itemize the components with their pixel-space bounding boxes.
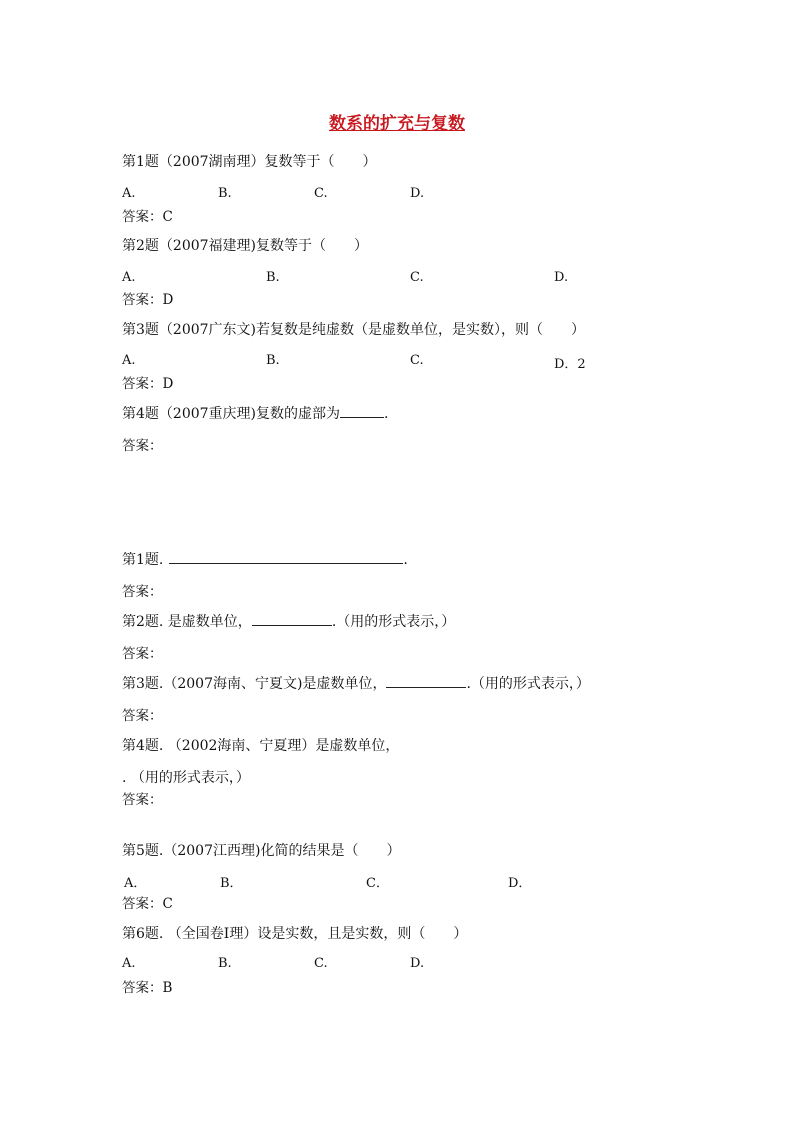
option-c: C． xyxy=(366,876,389,891)
option-c: C. xyxy=(410,353,424,368)
option-b: B. xyxy=(218,186,232,201)
answer: 答案： xyxy=(122,646,163,662)
option-c: C. xyxy=(314,956,328,971)
question-text-end: .（用的形式表示，） xyxy=(331,614,456,630)
answer: 答案：C xyxy=(122,896,173,912)
question-6: 第6题. （全国卷I理）设是实数，且是实数，则（ ） xyxy=(122,926,468,942)
option-a: A. xyxy=(122,956,136,971)
question-text: 第3题.（2007海南、宁夏文)是虚数单位， xyxy=(122,676,387,692)
answer: 答案： xyxy=(122,438,163,454)
question-text: 第1题. xyxy=(122,552,164,568)
question-1: 第1题（2007湖南理）复数等于（ ） xyxy=(122,154,377,170)
question-4: 第4题. （2002海南、宁夏理）是虚数单位， xyxy=(122,738,400,754)
option-a: A． xyxy=(124,876,147,891)
question-5: 第5题.（2007江西理)化简的结果是（ ） xyxy=(122,843,401,859)
answer: 答案：D xyxy=(122,376,174,392)
question-text-end: . xyxy=(403,552,408,568)
option-b: B. xyxy=(218,956,232,971)
option-d: D． xyxy=(508,876,532,891)
answer: 答案：B xyxy=(122,980,173,996)
question-text: 第2题. 是虚数单位， xyxy=(122,614,252,630)
option-b: B． xyxy=(220,876,243,891)
question-2: 第2题（2007福建理)复数等于（ ） xyxy=(122,238,368,254)
answer-blank xyxy=(386,673,466,688)
question-text-end: .（用的形式表示，） xyxy=(466,676,590,692)
option-d: D. xyxy=(410,186,425,201)
question-text-end: . xyxy=(384,406,389,422)
question-4-line2: . （用的形式表示，） xyxy=(122,770,250,786)
page-title: 数系的扩充与复数 xyxy=(329,114,465,134)
option-a: A. xyxy=(122,353,136,368)
question-3 xyxy=(122,673,590,693)
answer-blank xyxy=(252,611,332,626)
option-a: A. xyxy=(122,270,136,285)
question-text: 第4题（2007重庆理)复数的虚部为 xyxy=(122,406,340,422)
option-d: D．2 xyxy=(554,357,586,372)
option-c: C. xyxy=(314,186,328,201)
question-4 xyxy=(122,403,388,423)
answer: 答案： xyxy=(122,708,163,724)
answer: 答案： xyxy=(122,584,163,600)
answer-blank xyxy=(340,403,384,418)
question-3: 第3题（2007广东文)若复数是纯虚数（是虚数单位，是实数），则（ ） xyxy=(122,322,585,338)
answer: 答案：D xyxy=(122,292,174,308)
option-d: D. xyxy=(554,270,569,285)
answer-blank xyxy=(169,549,403,564)
option-c: C. xyxy=(410,270,424,285)
option-b: B. xyxy=(266,270,280,285)
question-2 xyxy=(122,611,455,631)
option-b: B. xyxy=(266,353,280,368)
question-1 xyxy=(122,549,408,569)
answer: 答案：C xyxy=(122,209,173,225)
answer: 答案： xyxy=(122,792,163,808)
option-d: D. xyxy=(410,956,425,971)
option-a: A. xyxy=(122,186,136,201)
